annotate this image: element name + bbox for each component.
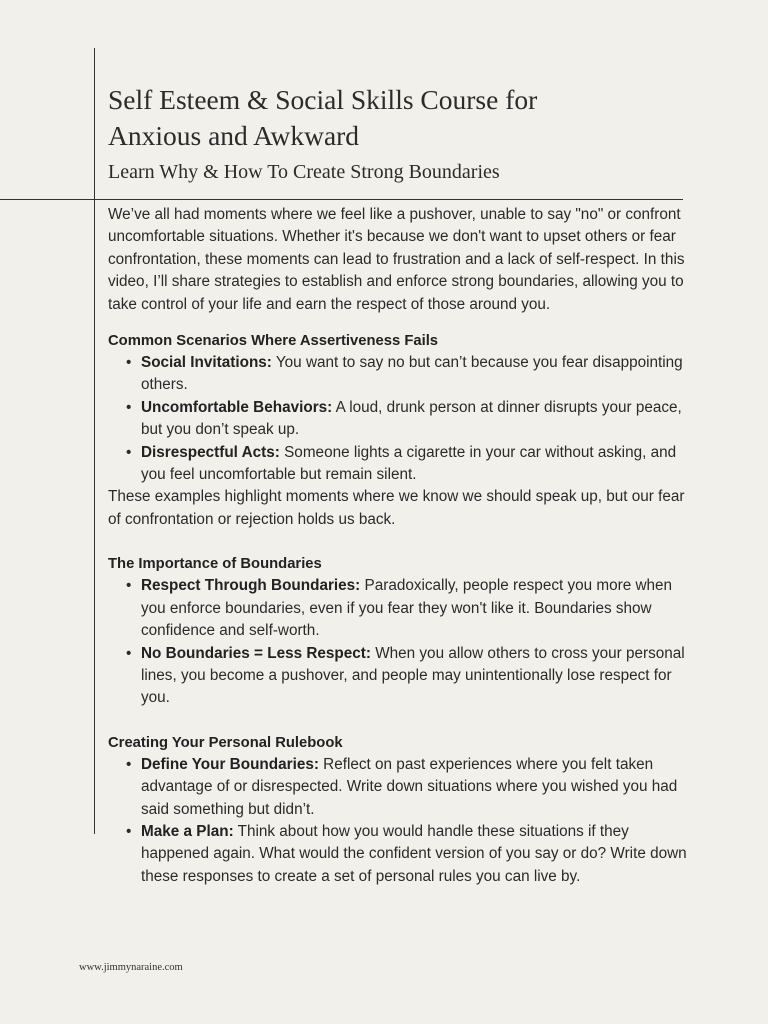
title-line-1: Self Esteem & Social Skills Course for — [108, 84, 538, 115]
rulebook-list — [108, 754, 698, 888]
section-heading-importance: The Importance of Boundaries — [108, 556, 322, 573]
page-subtitle: Learn Why & How To Create Strong Boundaries — [108, 161, 500, 183]
scenarios-list — [108, 352, 698, 486]
list-item — [141, 575, 698, 642]
list-item — [141, 442, 698, 487]
list-item-term: Define Your Boundaries: — [141, 755, 319, 773]
list-item — [141, 754, 698, 821]
document-body — [108, 204, 698, 888]
scenarios-summary: These examples highlight moments where we know we should speak up, but our fear of confrontation or rejection holds us back. — [108, 488, 685, 528]
list-item-text: When you allow others to cross your personal lines, you become a pushover, and people may unintentionally lose respect for you. — [141, 644, 685, 707]
title-line-2: Anxious and Awkward — [108, 120, 360, 151]
page-title — [108, 82, 708, 154]
list-item-text: You want to say no but can’t because you fear disappointing others. — [141, 354, 683, 394]
list-item-text: Someone lights a cigarette in your car without asking, and you feel uncomfortable but remain silent. — [141, 443, 677, 484]
footer-website: www.jimmynaraine.com — [79, 962, 183, 973]
list-item-term: Respect Through Boundaries: — [141, 577, 361, 595]
horizontal-rule — [0, 199, 683, 200]
list-item — [141, 397, 698, 442]
list-item-term: Uncomfortable Behaviors: — [141, 398, 333, 416]
list-item — [141, 643, 698, 710]
list-item-text: Reflect on past experiences where you felt taken advantage of or disrespected. Write down situations where you wished you had said something but didn’t. — [141, 755, 678, 818]
list-item — [141, 352, 698, 397]
section-heading-scenarios: Common Scenarios Where Assertiveness Fails — [108, 333, 439, 350]
list-item-term: Make a Plan: — [141, 822, 234, 840]
intro-paragraph: We’ve all had moments where we feel like a pushover, unable to say "no" or confront uncomfortable situations. Whether it's because we don't want to upset others or fear confrontation, these moments can lead to frustration and a lack of self-respect. In this video, I’ll share strategies to establish and enforce strong boundaries, allowing you to take control of your life and earn the respect of those around you. — [108, 206, 685, 313]
list-item-text: Paradoxically, people respect you more when you enforce boundaries, even if you fear they won't like it. Boundaries show confidence and self-worth. — [141, 577, 673, 640]
list-item-term: Disrespectful Acts: — [141, 443, 280, 461]
section-heading-rulebook: Creating Your Personal Rulebook — [108, 734, 343, 751]
list-item-term: No Boundaries = Less Respect: — [141, 644, 371, 662]
list-item-text: A loud, drunk person at dinner disrupts your peace, but you don’t speak up. — [141, 398, 682, 439]
list-item-term: Social Invitations: — [141, 354, 272, 372]
vertical-rule — [94, 48, 95, 834]
list-item — [141, 821, 698, 888]
importance-list — [108, 575, 698, 709]
list-item-text: Think about how you would handle these situations if they happened again. What would the confident version of you say or do? Write down these responses to create a set of personal rules you can live by. — [141, 822, 687, 885]
